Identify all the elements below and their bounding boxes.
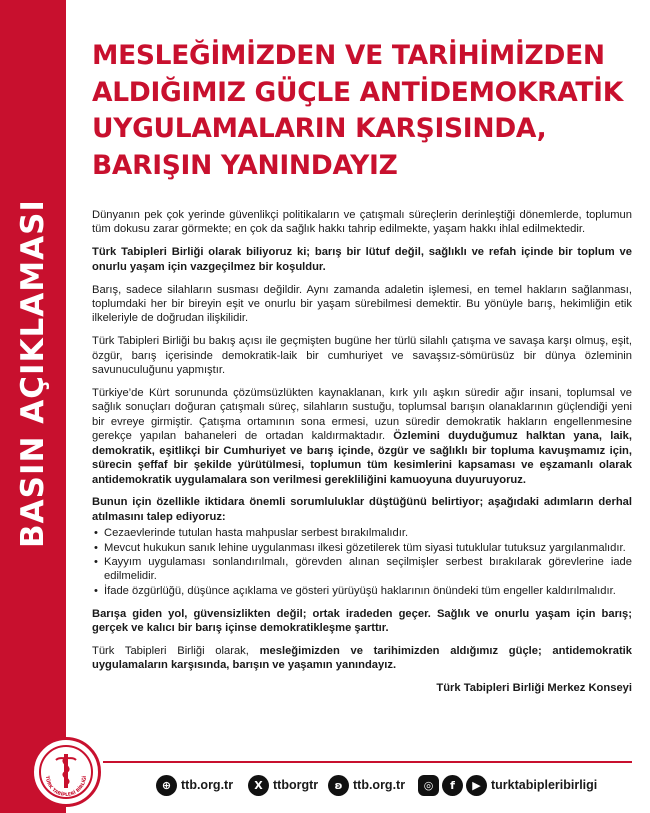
instagram-icon: ◎: [418, 775, 439, 796]
social-links[interactable]: ◎ f ▶ turktabipleribirligi: [418, 772, 597, 798]
side-band: [0, 0, 66, 813]
seal-text: TÜRK TABİPLERİ BİRLİĞİ: [43, 775, 89, 799]
globe-icon: ⊕: [156, 775, 177, 796]
footer-divider: [103, 761, 632, 763]
paragraph-final: Türk Tabipleri Birliği olarak, mesleğimizden ve tarihimizden aldığımız güçle; antidemokratik uygulamaların karşısında, barışın ve yaşamın yanındayız.: [92, 645, 633, 672]
list-item: • Cezaevlerinde tutulan hasta mahpuslar serbest bırakılmalıdır.: [92, 526, 632, 540]
demands-list: [92, 526, 632, 598]
signature: Türk Tabipleri Birliği Merkez Konseyi: [436, 682, 632, 695]
x-icon: X: [248, 775, 269, 796]
bluesky-link[interactable]: ʚ ttb.org.tr: [328, 772, 405, 798]
page-title: [92, 38, 632, 184]
x-link[interactable]: X ttborgtr: [248, 772, 318, 798]
title-line: MESLEĞİMİZDEN VE TARİHİMİZDEN: [92, 40, 605, 71]
paragraph-peace-condition: Türk Tabipleri Birliği olarak biliyoruz ki; barış bir lütuf değil, sağlıklı ve refah içinde bir toplum ve onurlu yaşam için vazgeçilmez bir koşuldur.: [92, 246, 632, 273]
paragraph-demands-intro: Bunun için özellikle iktidara önemli sorumluluklar düştüğünü belirtiyor; aşağıdaki adımların derhal atılmasını talep ediyoruz:: [92, 496, 632, 523]
facebook-icon: f: [442, 775, 463, 796]
title-line: UYGULAMALARIN KARŞISINDA,: [92, 113, 547, 144]
ttb-logo: [31, 737, 101, 807]
statement-body: [92, 208, 632, 704]
paragraph-peace-definition: Barış, sadece silahların susması değildir. Aynı zamanda adaletin işlemesi, en temel hakların sağlanması, toplumdaki her bir bireyin eşit ve onurlu bir yaşam sürebilmesi demektir. Bu yönüyle barış, hekimliğin etik ilkeleriyle de doğrudan ilişkilidir.: [92, 283, 632, 325]
title-line: ALDIĞIMIZ GÜÇLE ANTİDEMOKRATİK: [92, 76, 623, 108]
title-line: BARIŞIN YANINDAYIZ: [92, 149, 398, 181]
press-release-label: BASIN AÇIKLAMASI: [15, 199, 51, 548]
website-link[interactable]: ⊕ ttb.org.tr: [156, 772, 233, 798]
paragraph-ttb-stance: Türk Tabipleri Birliği bu bakış açısı ile geçmişten bugüne her türlü silahlı çatışma ve savaşa karşı olmuş, eşit, özgür, barış içerisinde demokratik-laik bir cumhuriyet ve savaşsız-sömürüsüz bir dünya özleminin savunuculuğunu yapmıştır.: [92, 335, 632, 377]
list-item: • Mevcut hukukun sanık lehine uygulanması ilkesi gözetilerek tüm siyasi tutuklular tutuksuz yargılanmalıdır.: [92, 541, 632, 555]
caduceus-icon: [34, 740, 98, 804]
list-item: • Kayyım uygulaması sonlandırılmalı, görevden alınan seçilmişler serbest bırakılarak görevlerine iade edilmelidir.: [92, 555, 632, 584]
paragraph-kurdish-question: Türkiye’de Kürt sorununda çözümsüzlükten kaynaklanan, kırk yılı aşkın süredir ağır insani, toplumsal ve sağlık sonuçları doğuran çatışmalı süreç, silahların sustuğu, toplumsal barışın olanaklarının güçlendiği yeni bir evreye girmiştir. Çatışma ortamının sona ermesi, uzun süredir demokratik hakların engellenmesine gerekçe yapılan bahaneleri de ortadan kaldırmaktadır. Özlemini duyduğumuz halktan yana, laik, demokratik, eşitlikçi bir Cumhuriyet ve barış içinde, özgür ve sağlıklı bir topluma kavuşmamız için, sürecin şeffaf bir şekilde yürütülmesi, toplumun tüm kesimlerini kapsaması ve eşzamanlı olarak antidemokratik uygulamalara son verilmesi gerekliliğini kamuoyuna duyuruyoruz.: [92, 387, 632, 486]
paragraph-closing: Barışa giden yol, güvensizlikten değil; ortak iradeden geçer. Sağlık ve onurlu yaşam için barış; gerçek ve kalıcı bir barış içinse demokratikleşme şarttır.: [92, 607, 632, 635]
list-item: • İfade özgürlüğü, düşünce açıklama ve gösteri yürüyüşü haklarının önündeki tüm engeller kaldırılmalıdır.: [92, 584, 632, 598]
paragraph-intro: Dünyanın pek çok yerinde güvenlikçi politikaların ve çatışmalı süreçlerin derinleştiği dönemlerde, toplumun tüm dokusu zarar görmekte; en çok da sağlık hakkı tahrip edilmekte, yaşam hakkı ihlal edilmektedir.: [92, 209, 632, 236]
butterfly-icon: ʚ: [328, 775, 349, 796]
youtube-icon: ▶: [466, 775, 487, 796]
